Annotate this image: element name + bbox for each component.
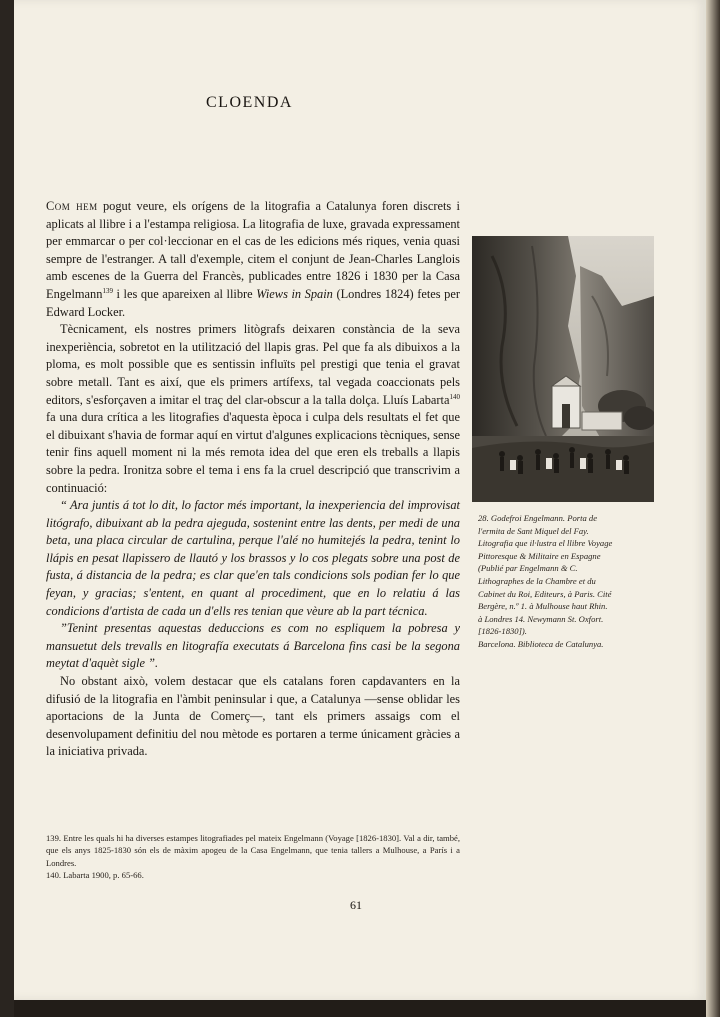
paragraph-2-text-b: fa una dura crítica a les litografies d'aquesta època i culpa dels resultats el fet que el dibuixant s'havia de formar aquí en virtut d'algunes explicacions tècniques, sense tenir fins aquell moment ni la més remota idea del que eren els treballs a llapis sobre la pedra. Ironitza sobre el tema i ens fa la cruel descripció que transcrivim a continuació:	[46, 410, 460, 495]
caption-line: l'ermita de Sant Miquel del Fay.	[478, 525, 589, 536]
book-title: Wiews in Spain	[256, 286, 333, 301]
chapter-heading: CLOENDA	[206, 94, 293, 111]
paragraph-1	[46, 198, 460, 321]
footnote-139: 139. Entre les quals hi ha diverses estampes litografiades pel mateix Engelmann (Voyage [1826-1830]. Val a dir, també, que els anys 1825-1830 són els de màxim apogeu de la Casa Engelmann, que tenia tallers a Mulhouse, a París i a Londres.	[46, 833, 460, 868]
page-number: 61	[350, 898, 362, 912]
paragraph-1-text-a: pogut veure, els orígens de la litografia a Catalunya foren discrets i aplicats al llibre i a l'estampa religiosa. La litografia de luxe, gravada expressament per emmarcar o per col·leccionar en el cas de les edicions més riques, venia quasi sempre de l'estranger. A tall d'exemple, citem el conjunt de Jean-Charles Langlois amb escenes de la Guerra del Francès, publicades entre 1826 i 1830 per la Casa Engelmann	[46, 199, 460, 301]
caption-line: Litografia que il·lustra el llibre Voyage	[478, 538, 613, 549]
paragraph-1-text-c: (Londres 1824) fetes per Edward Locker.	[46, 286, 460, 319]
footnotes	[46, 832, 460, 882]
paragraph-2	[46, 321, 460, 497]
footnote-ref-140[interactable]: 140	[449, 392, 460, 401]
book-bottom-edge	[14, 1000, 706, 1017]
quote-paragraph-1: “ Ara juntis á tot lo dit, lo factor més important, la inexperiencia del improvisat litógrafo, dibuixant ab la pedra ajeguda, sostenint entre las dents, per medi de una beta, una placa circular de cartulina, perque l'alé no humitejés la pedra, tenint lo llápis en pesat llapissero de llautó y los brassos y lo cos plegats sobre una post de fusta, á distancia de la pedra; es clar que'en tals condicions sols podian fer lo que feyan, y gracias; s'entent, en quant al procediment, que en lo relatiu á las condicions d'artista de cada un d'ells res tenian que vèure ab la part técnica.	[46, 498, 460, 618]
caption-line: Lithographes de la Chambre et du	[478, 575, 596, 586]
caption-line: Barcelona. Biblioteca de Catalunya.	[478, 638, 604, 649]
quote-paragraph-2: ”Tenint presentas aquestas deduccions es com no espliquem la pobresa y mansuetut dels trevalls en litografía executats á Barcelona fins casi be la segona meytat d'aquèt sigle ”.	[46, 621, 460, 671]
figure-caption	[478, 512, 658, 651]
paragraph-2-text-a: Tècnicament, els nostres primers litògrafs deixaren constància de la seva inexperiència, sobretot en la utilització del llapis gras. Pel que fa als dibuixos a la ploma, es molt possible que es sentissin influïts pel prestigi que tenia el gravat sobre metall. Tant es així, que els primers artífexs, tal vegada coaccionats pels editors, s'esforçaven a imitar el traç del clar-obscur a la talla dolça. Lluís Labarta	[46, 322, 460, 407]
caption-line: Pittoresque & Militaire en Espagne	[478, 550, 601, 561]
lithograph-image	[472, 236, 654, 502]
book-page	[14, 0, 706, 1000]
caption-line: [1826-1830]).	[478, 626, 527, 637]
book-page-edge	[706, 0, 720, 1017]
caption-line: Cabinet du Roi, Editeurs, à Paris. Cité	[478, 588, 612, 599]
caption-line: à Londres 14. Newymann St. Oxfort.	[478, 613, 604, 624]
caption-line: 28. Godefroi Engelmann. Porta de	[478, 513, 598, 523]
paragraph-1-text-b: i les que apareixen al llibre	[112, 286, 257, 301]
footnote-140: 140. Labarta 1900, p. 65-66.	[46, 870, 144, 881]
lithograph-illustration	[472, 236, 654, 502]
footnote-ref-139[interactable]: 139	[102, 286, 113, 295]
paragraph-lead: Com hem	[46, 199, 98, 213]
body-text	[46, 198, 460, 761]
paragraph-5: No obstant això, volem destacar que els catalans foren capdavanters en la difusió de la litografia en l'àmbit peninsular i que, a Catalunya —sense oblidar les aportacions de la Junta de Comerç—, tant els primers assaigs com el desenvolupament definitiu del nou mètode es portaren a terme únicament gràcies a la iniciativa privada.	[46, 674, 460, 759]
caption-line: (Publié par Engelmann & C.	[478, 563, 578, 574]
caption-line: Bergère, n.º 1. à Mulhouse haut Rhin.	[478, 601, 608, 612]
